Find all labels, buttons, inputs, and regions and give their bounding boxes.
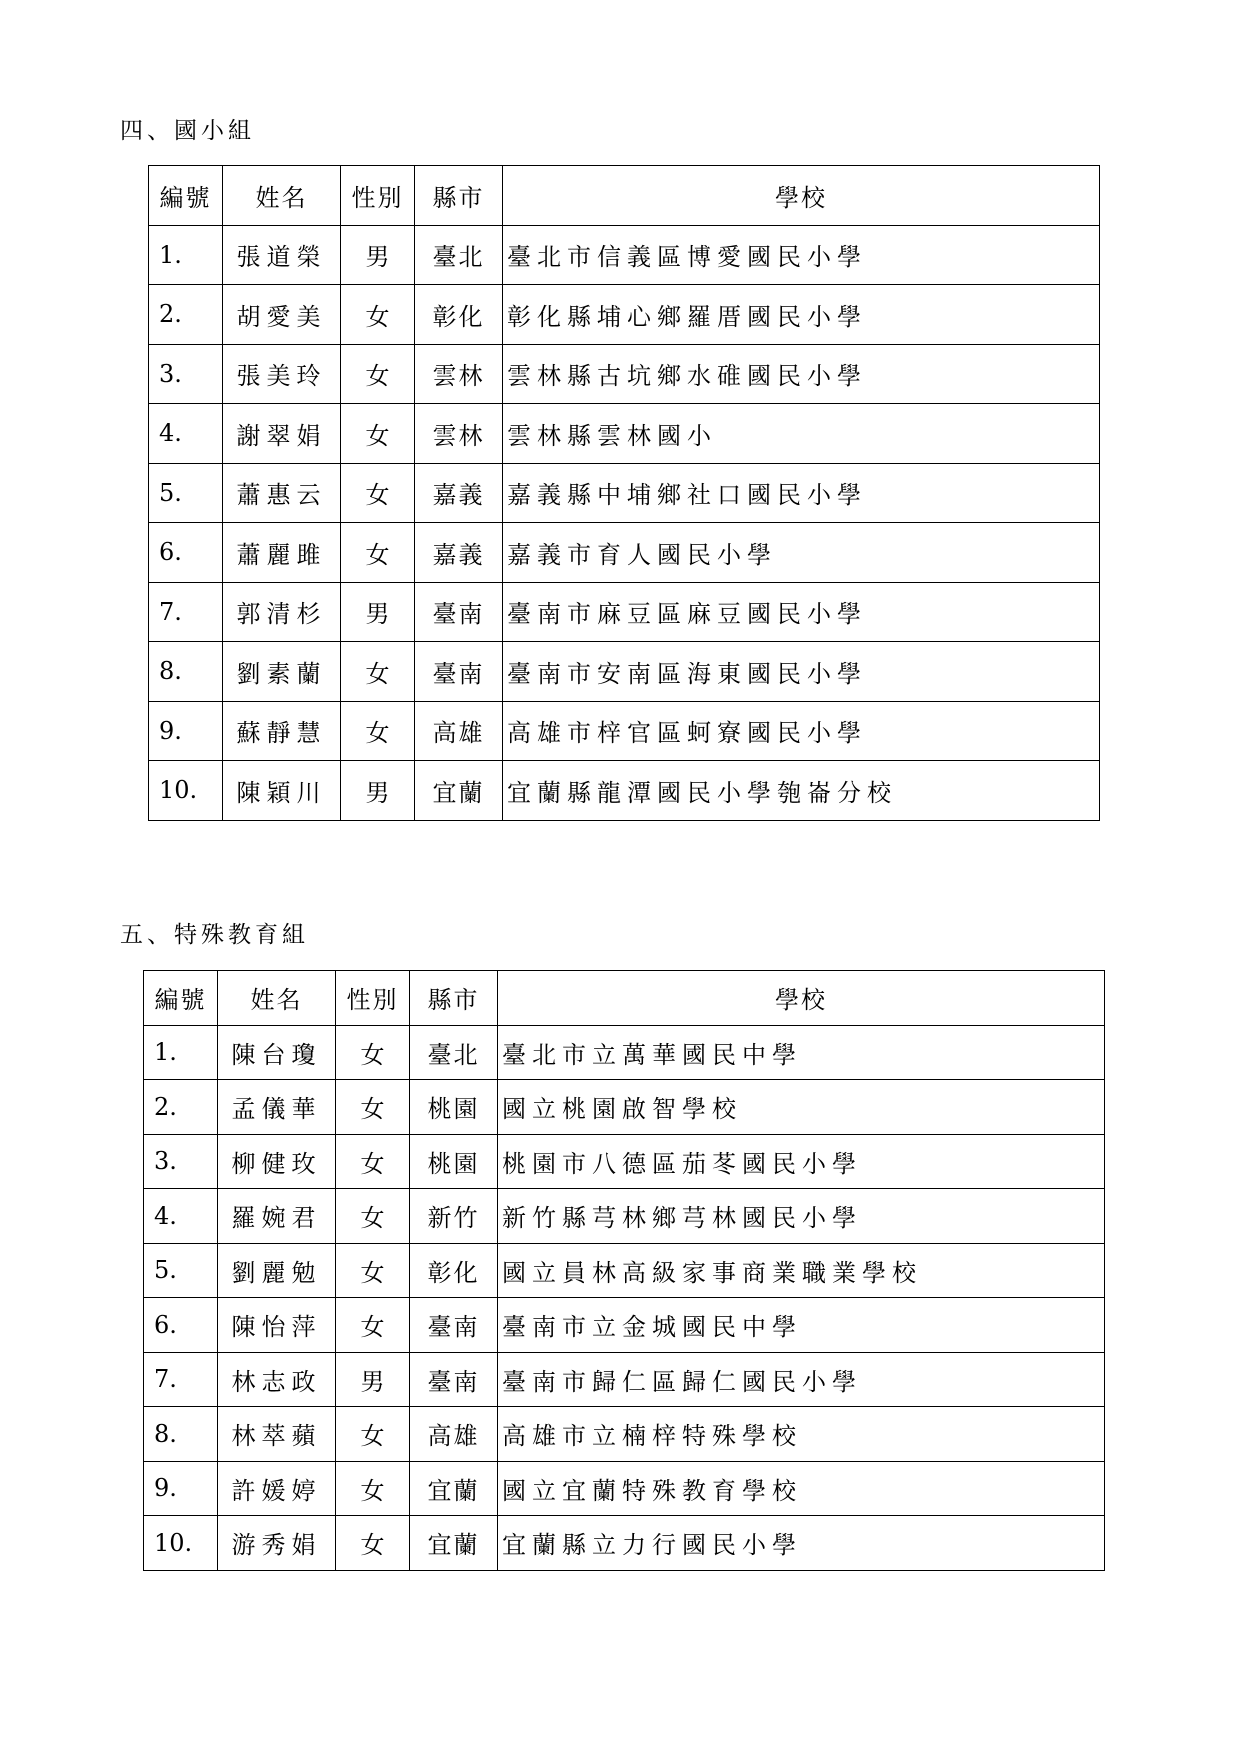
cell-number: 1.	[144, 1025, 218, 1080]
table-row	[149, 582, 1100, 642]
header-school: 學校	[503, 166, 1100, 226]
cell-city: 高雄	[415, 701, 503, 761]
table-row	[144, 1352, 1105, 1407]
header-name: 姓名	[218, 971, 336, 1026]
table-row	[144, 1080, 1105, 1135]
cell-school: 國立桃園啟智學校	[498, 1080, 1105, 1135]
cell-city: 臺南	[410, 1352, 498, 1407]
cell-city: 彰化	[410, 1243, 498, 1298]
table-row	[149, 404, 1100, 464]
cell-number: 1.	[149, 225, 223, 285]
cell-name: 蕭麗雎	[223, 523, 341, 583]
cell-name: 謝翠娟	[223, 404, 341, 464]
table-row	[149, 285, 1100, 345]
cell-school: 臺南市歸仁區歸仁國民小學	[498, 1352, 1105, 1407]
header-number: 編號	[144, 971, 218, 1026]
header-school: 學校	[498, 971, 1105, 1026]
cell-school: 臺南市安南區海東國民小學	[503, 642, 1100, 702]
cell-number: 10.	[144, 1516, 218, 1571]
cell-number: 4.	[149, 404, 223, 464]
cell-name: 游秀娟	[218, 1516, 336, 1571]
cell-school: 雲林縣雲林國小	[503, 404, 1100, 464]
table-header-row	[149, 166, 1100, 226]
cell-number: 6.	[144, 1298, 218, 1353]
table-row	[149, 642, 1100, 702]
table-row	[149, 701, 1100, 761]
cell-city: 臺北	[415, 225, 503, 285]
cell-number: 3.	[149, 344, 223, 404]
header-gender: 性別	[336, 971, 410, 1026]
cell-number: 5.	[149, 463, 223, 523]
cell-name: 胡愛美	[223, 285, 341, 345]
table-row	[144, 1025, 1105, 1080]
cell-city: 宜蘭	[410, 1461, 498, 1516]
cell-gender: 女	[341, 344, 415, 404]
table-row	[144, 1298, 1105, 1353]
cell-gender: 男	[341, 761, 415, 821]
cell-number: 8.	[149, 642, 223, 702]
cell-gender: 女	[341, 404, 415, 464]
cell-gender: 女	[341, 701, 415, 761]
cell-gender: 女	[336, 1134, 410, 1189]
cell-school: 國立員林高級家事商業職業學校	[498, 1243, 1105, 1298]
table-row	[144, 1134, 1105, 1189]
cell-gender: 女	[336, 1243, 410, 1298]
cell-city: 嘉義	[415, 463, 503, 523]
cell-number: 10.	[149, 761, 223, 821]
cell-name: 郭清杉	[223, 582, 341, 642]
cell-school: 桃園市八德區茄苳國民小學	[498, 1134, 1105, 1189]
cell-gender: 女	[336, 1407, 410, 1462]
cell-city: 雲林	[415, 404, 503, 464]
cell-gender: 男	[341, 225, 415, 285]
cell-school: 雲林縣古坑鄉水碓國民小學	[503, 344, 1100, 404]
cell-name: 陳穎川	[223, 761, 341, 821]
cell-name: 蕭惠云	[223, 463, 341, 523]
cell-school: 高雄市梓官區蚵寮國民小學	[503, 701, 1100, 761]
cell-city: 高雄	[410, 1407, 498, 1462]
cell-number: 5.	[144, 1243, 218, 1298]
cell-gender: 女	[336, 1298, 410, 1353]
cell-school: 宜蘭縣立力行國民小學	[498, 1516, 1105, 1571]
special-education-table	[143, 970, 1105, 1571]
cell-gender: 男	[336, 1352, 410, 1407]
header-number: 編號	[149, 166, 223, 226]
table-row	[149, 761, 1100, 821]
cell-number: 9.	[144, 1461, 218, 1516]
cell-number: 3.	[144, 1134, 218, 1189]
table-row	[149, 523, 1100, 583]
table-row	[144, 1516, 1105, 1571]
cell-gender: 女	[341, 523, 415, 583]
cell-name: 陳台瓊	[218, 1025, 336, 1080]
cell-name: 張美玲	[223, 344, 341, 404]
cell-gender: 女	[336, 1461, 410, 1516]
cell-school: 嘉義縣中埔鄉社口國民小學	[503, 463, 1100, 523]
cell-number: 9.	[149, 701, 223, 761]
cell-city: 桃園	[410, 1080, 498, 1135]
header-city: 縣市	[410, 971, 498, 1026]
cell-city: 臺北	[410, 1025, 498, 1080]
cell-number: 2.	[144, 1080, 218, 1135]
cell-name: 林志政	[218, 1352, 336, 1407]
cell-city: 臺南	[415, 582, 503, 642]
cell-city: 宜蘭	[415, 761, 503, 821]
cell-school: 彰化縣埔心鄉羅厝國民小學	[503, 285, 1100, 345]
table-header-row	[144, 971, 1105, 1026]
table-row	[149, 225, 1100, 285]
header-gender: 性別	[341, 166, 415, 226]
cell-city: 桃園	[410, 1134, 498, 1189]
cell-school: 嘉義市育人國民小學	[503, 523, 1100, 583]
cell-school: 宜蘭縣龍潭國民小學匏崙分校	[503, 761, 1100, 821]
cell-gender: 女	[336, 1080, 410, 1135]
cell-number: 6.	[149, 523, 223, 583]
cell-number: 7.	[149, 582, 223, 642]
cell-school: 臺北市立萬華國民中學	[498, 1025, 1105, 1080]
cell-number: 8.	[144, 1407, 218, 1462]
cell-gender: 女	[341, 285, 415, 345]
header-city: 縣市	[415, 166, 503, 226]
cell-number: 2.	[149, 285, 223, 345]
cell-gender: 女	[341, 463, 415, 523]
cell-name: 蘇靜慧	[223, 701, 341, 761]
table-row	[149, 463, 1100, 523]
cell-number: 7.	[144, 1352, 218, 1407]
cell-city: 嘉義	[415, 523, 503, 583]
cell-city: 臺南	[415, 642, 503, 702]
cell-school: 國立宜蘭特殊教育學校	[498, 1461, 1105, 1516]
cell-city: 新竹	[410, 1189, 498, 1244]
cell-name: 張道榮	[223, 225, 341, 285]
cell-city: 臺南	[410, 1298, 498, 1353]
cell-gender: 女	[336, 1025, 410, 1080]
cell-name: 劉素蘭	[223, 642, 341, 702]
cell-gender: 女	[336, 1516, 410, 1571]
section-title-special-education: 五、特殊教育組	[120, 922, 309, 948]
cell-city: 雲林	[415, 344, 503, 404]
cell-name: 孟儀華	[218, 1080, 336, 1135]
cell-gender: 男	[341, 582, 415, 642]
header-name: 姓名	[223, 166, 341, 226]
cell-name: 柳健玫	[218, 1134, 336, 1189]
cell-number: 4.	[144, 1189, 218, 1244]
cell-school: 臺北市信義區博愛國民小學	[503, 225, 1100, 285]
section-title-elementary: 四、國小組	[120, 118, 255, 144]
table-row	[144, 1461, 1105, 1516]
cell-city: 彰化	[415, 285, 503, 345]
cell-name: 許媛婷	[218, 1461, 336, 1516]
table-row	[144, 1189, 1105, 1244]
cell-name: 羅婉君	[218, 1189, 336, 1244]
elementary-table	[148, 165, 1100, 821]
cell-name: 劉麗勉	[218, 1243, 336, 1298]
cell-school: 高雄市立楠梓特殊學校	[498, 1407, 1105, 1462]
cell-gender: 女	[336, 1189, 410, 1244]
cell-school: 新竹縣芎林鄉芎林國民小學	[498, 1189, 1105, 1244]
table-row	[149, 344, 1100, 404]
cell-school: 臺南市麻豆區麻豆國民小學	[503, 582, 1100, 642]
cell-name: 林萃蘋	[218, 1407, 336, 1462]
cell-school: 臺南市立金城國民中學	[498, 1298, 1105, 1353]
table-row	[144, 1243, 1105, 1298]
cell-gender: 女	[341, 642, 415, 702]
cell-name: 陳怡萍	[218, 1298, 336, 1353]
cell-city: 宜蘭	[410, 1516, 498, 1571]
table-row	[144, 1407, 1105, 1462]
